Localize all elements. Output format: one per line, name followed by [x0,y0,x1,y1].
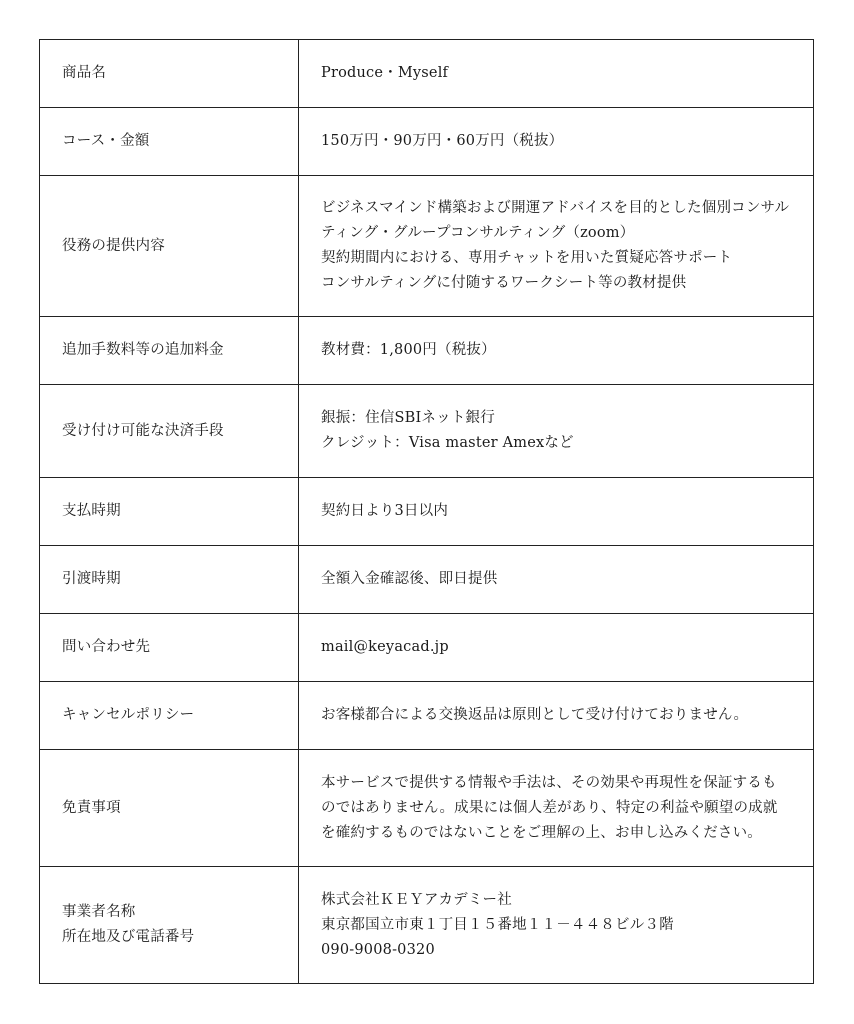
row-label-additional-fees: 追加手数料等の追加料金 [40,317,299,385]
contact-email: mail@keyacad.jp [321,639,449,655]
table-row [40,614,814,682]
row-label-product-name: 商品名 [40,40,299,108]
row-value-product-name: Produce・Myself [299,40,814,108]
row-label-contact: 問い合わせ先 [40,614,299,682]
row-label-course-price: コース・金額 [40,108,299,176]
row-value-additional-fees: 教材費：1,800円（税抜） [299,317,814,385]
row-label-payment-timing: 支払時期 [40,478,299,546]
row-label-cancel-policy: キャンセルポリシー [40,682,299,750]
business-info-table [39,39,814,984]
row-value-cancel-policy: お客様都合による交換返品は原則として受け付けておりません。 [299,682,814,750]
row-value-payment-timing: 契約日より3日以内 [299,478,814,546]
row-value-business-info [299,867,814,984]
row-value-contact [299,614,814,682]
company-address: 東京都国立市東１丁目１５番地１１－４４８ビル３階 [321,916,674,933]
row-value-delivery-timing: 全額入金確認後、即日提供 [299,546,814,614]
company-name: 株式会社ＫＥＹアカデミー社 [321,891,512,908]
table-row [40,546,814,614]
table-row [40,867,814,984]
table-row [40,682,814,750]
row-value-payment-methods: 銀振：住信SBIネット銀行 クレジット：Visa master Amexなど [299,385,814,478]
row-value-service-content: ビジネスマインド構築および開運アドバイスを目的とした個別コンサル ティング・グループコンサルティング（zoom） 契約期間内における、専用チャットを用いた質疑応答サポート コンサルティングに付随するワークシート等の教材提供 [299,176,814,317]
table-row [40,750,814,867]
row-label-payment-methods: 受け付け可能な決済手段 [40,385,299,478]
table-row [40,40,814,108]
table-row [40,478,814,546]
row-label-business-info: 事業者名称 所在地及び電話番号 [40,867,299,984]
table-row [40,385,814,478]
row-value-course-price: 150万円・90万円・60万円（税抜） [299,108,814,176]
table-row [40,108,814,176]
row-label-disclaimer: 免責事項 [40,750,299,867]
table-row [40,176,814,317]
company-phone: 090-9008-0320 [321,941,435,958]
row-label-delivery-timing: 引渡時期 [40,546,299,614]
row-value-disclaimer: 本サービスで提供する情報や手法は、その効果や再現性を保証するも のではありません。成果には個人差があり、特定の利益や願望の成就 を確約するものではないことをご理解の上、お申し込みください。 [299,750,814,867]
table-row [40,317,814,385]
row-label-service-content: 役務の提供内容 [40,176,299,317]
